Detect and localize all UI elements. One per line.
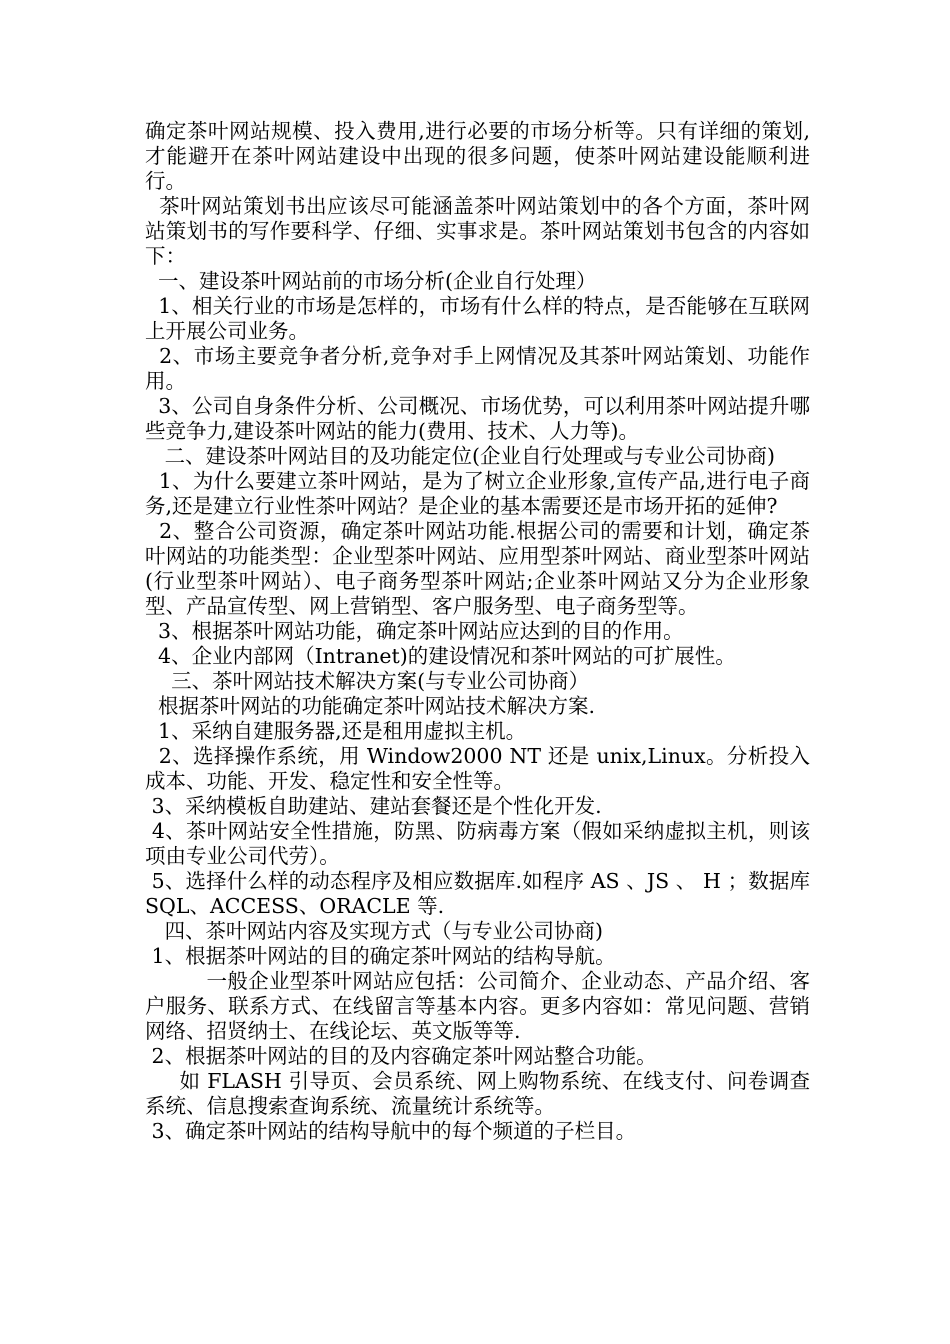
list-item: 3、根据茶叶网站功能，确定茶叶网站应达到的目的作用。 [145, 619, 684, 643]
paragraph: 如 FLASH 引导页、会员系统、网上购物系统、在线支付、问卷调查系统、信息搜索查询系统、流量统计系统等。 [145, 1069, 810, 1118]
section-heading: 二、建设茶叶网站目的及功能定位(企业自行处理或与专业公司协商) [145, 444, 776, 468]
paragraph: 茶叶网站策划书出应该尽可能涵盖茶叶网站策划中的各个方面，茶叶网站策划书的写作要科学、仔细、实事求是。茶叶网站策划书包含的内容如下： [145, 194, 810, 268]
list-item: 3、确定茶叶网站的结构导航中的每个频道的子栏目。 [145, 1119, 637, 1143]
list-item: 3、采纳模板自助建站、建站套餐还是个性化开发. [145, 794, 602, 818]
list-item: 1、相关行业的市场是怎样的，市场有什么样的特点，是否能够在互联网上开展公司业务。 [145, 294, 810, 343]
paragraph: 根据茶叶网站的功能确定茶叶网站技术解决方案. [145, 694, 596, 718]
list-item: 4、茶叶网站安全性措施，防黑、防病毒方案（假如采纳虚拟主机，则该项由专业公司代劳）。 [145, 819, 810, 868]
section-heading: 三、茶叶网站技术解决方案(与专业公司协商） [145, 669, 590, 693]
paragraph: 一般企业型茶叶网站应包括：公司简介、企业动态、产品介绍、客户服务、联系方式、在线留言等基本内容。更多内容如：常见问题、营销网络、招贤纳士、在线论坛、英文版等等. [145, 969, 810, 1043]
section-heading: 一、建设茶叶网站前的市场分析(企业自行处理） [145, 269, 597, 293]
list-item: 2、整合公司资源，确定茶叶网站功能.根据公司的需要和计划，确定茶叶网站的功能类型：企业型茶叶网站、应用型茶叶网站、商业型茶叶网站(行业型茶叶网站）、电子商务型茶叶网站;企业茶叶网站又分为企业形象型、产品宣传型、网上营销型、客户服务型、电子商务型等。 [145, 519, 810, 618]
list-item: 1、采纳自建服务器,还是租用虚拟主机。 [145, 719, 527, 743]
list-item: 1、根据茶叶网站的目的确定茶叶网站的结构导航。 [145, 944, 616, 968]
list-item: 3、公司自身条件分析、公司概况、市场优势，可以利用茶叶网站提升哪些竞争力,建设茶叶网站的能力(费用、技术、人力等)。 [145, 394, 810, 443]
paragraph: 确定茶叶网站规模、投入费用,进行必要的市场分析等。只有详细的策划,才能避开在茶叶网站建设中出现的很多问题，使茶叶网站建设能顺利进行。 [145, 119, 810, 193]
section-heading: 四、茶叶网站内容及实现方式（与专业公司协商) [145, 919, 604, 943]
list-item: 2、根据茶叶网站的目的及内容确定茶叶网站整合功能。 [145, 1044, 657, 1068]
list-item: 5、选择什么样的动态程序及相应数据库.如程序 AS 、JS 、 H ；数据库 SQL、ACCESS、ORACLE 等. [145, 869, 817, 918]
list-item: 4、企业内部网（Intranet)的建设情况和茶叶网站的可扩展性。 [145, 644, 736, 668]
document-body [145, 119, 817, 1144]
list-item: 2、选择操作系统，用 Window2000 NT 还是 unix,Linux。分析投入成本、功能、开发、稳定性和安全性等。 [145, 744, 810, 793]
list-item: 2、市场主要竞争者分析,竞争对手上网情况及其茶叶网站策划、功能作用。 [145, 344, 810, 393]
list-item: 1、为什么要建立茶叶网站，是为了树立企业形象,宣传产品,进行电子商务,还是建立行业性茶叶网站？是企业的基本需要还是市场开拓的延伸? [145, 469, 810, 518]
